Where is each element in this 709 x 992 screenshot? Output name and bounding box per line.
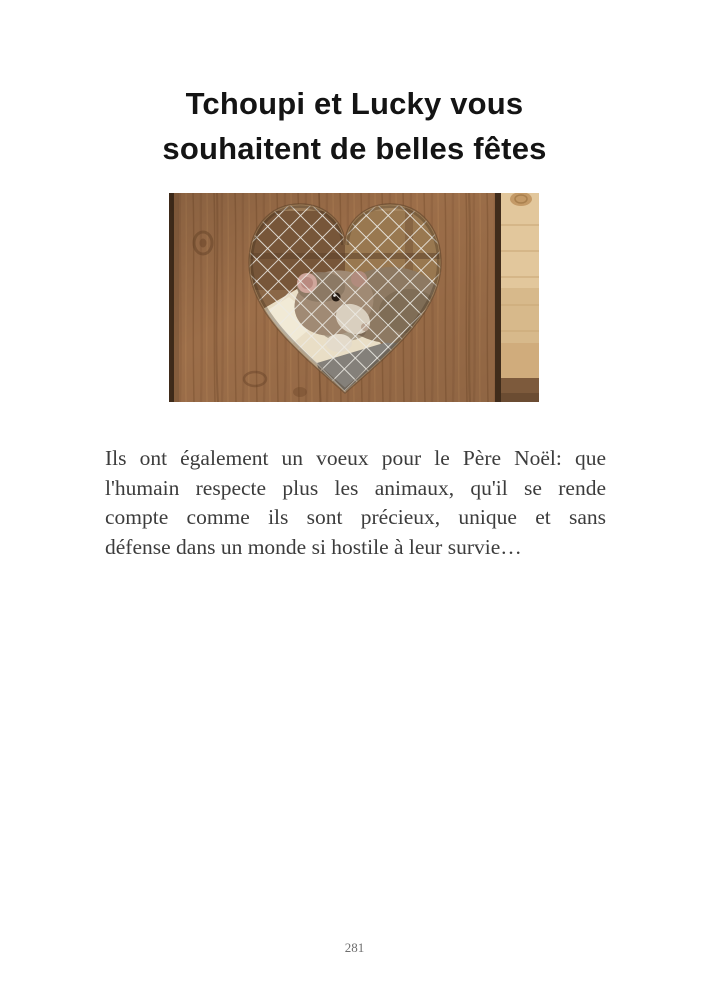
body-line: Ils ont également un voeux pour le Père Noël: que bbox=[105, 446, 606, 470]
body-line: défense dans un monde si hostile à leur survie… bbox=[105, 534, 522, 559]
page-title-line-1: Tchoupi et Lucky vous bbox=[185, 86, 524, 121]
body-line: compte comme ils sont précieux, unique et sans bbox=[105, 505, 606, 530]
body-paragraph bbox=[105, 444, 606, 562]
body-line: l'humain respecte plus les animaux, qu'il se rende bbox=[105, 475, 606, 500]
rat-heart-photo bbox=[169, 193, 539, 402]
page-title bbox=[0, 81, 709, 171]
rat-heart-photo-graphic bbox=[169, 193, 539, 402]
page-number: 281 bbox=[344, 940, 365, 955]
page-title-line-2: souhaitent de belles fêtes bbox=[162, 131, 547, 166]
